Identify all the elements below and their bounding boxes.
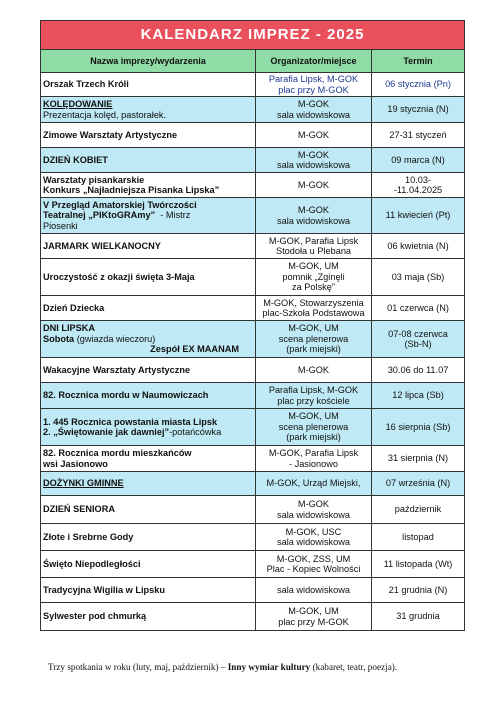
column-header-event: Nazwa imprezy/wydarzenia [41, 50, 256, 73]
footnote-highlight: Inny wymiar kultury [227, 662, 311, 672]
table-row [41, 409, 465, 446]
event-date: 16 sierpnia (Sb) [372, 409, 465, 446]
event-date: 31 grudnia [372, 603, 465, 631]
event-name: Zimowe Warsztaty Artystyczne [41, 123, 256, 148]
event-date: 01 czerwca (N) [372, 296, 465, 321]
event-date: 12 lipca (Sb) [372, 383, 465, 409]
table-row [41, 472, 465, 496]
event-name: Święto Niepodległości [41, 551, 256, 578]
event-name: 82. Rocznica mordu w Naumowiczach [41, 383, 256, 409]
event-organizer: M-GOK, Parafia Lipsk - Jasionowo [256, 446, 372, 472]
page-title: KALENDARZ IMPREZ - 2025 [41, 21, 465, 50]
events-calendar [40, 20, 464, 631]
event-name: Orszak Trzech Króli [43, 79, 129, 90]
table-row [41, 496, 465, 524]
event-name: 1. 445 Rocznica powstania miasta Lipsk 2. „Świętowanie jak dawniej”-potańcówka [41, 409, 256, 446]
event-organizer: M-GOK [256, 123, 372, 148]
event-name: KOLĘDOWANIE Prezentacja kolęd, pastorałek. [41, 97, 256, 123]
event-date: listopad [372, 524, 465, 551]
event-name: Dzień Dziecka [41, 296, 256, 321]
table-row [41, 198, 465, 234]
event-date: 31 sierpnia (N) [372, 446, 465, 472]
table-row [41, 383, 465, 409]
event-name: JARMARK WIELKANOCNY [41, 234, 256, 259]
column-header-date: Termin [372, 50, 465, 73]
event-organizer: M-GOK, Urząd Miejski, [256, 472, 372, 496]
table-row [41, 234, 465, 259]
event-organizer: M-GOK, USC sala widowiskowa [256, 524, 372, 551]
column-header-organizer: Organizator/miejsce [256, 50, 372, 73]
event-organizer: M-GOK [256, 358, 372, 383]
footnote-text-end: (kabaret, teatr, poezja). [310, 662, 398, 672]
event-name: Wakacyjne Warsztaty Artystyczne [41, 358, 256, 383]
footnote-text: Trzy spotkania w roku (luty, maj, październik) – [48, 662, 228, 672]
event-name: Tradycyjna Wigilia w Lipsku [41, 578, 256, 603]
event-date: październik [372, 496, 465, 524]
event-date: 06 kwietnia (N) [372, 234, 465, 259]
event-name: Sylwester pod chmurką [41, 603, 256, 631]
event-organizer: M-GOK, Parafia Lipsk Stodoła u Plebana [256, 234, 372, 259]
event-organizer: M-GOK, UM scena plenerowa (park miejski) [256, 321, 372, 358]
event-date: 03 maja (Sb) [372, 259, 465, 296]
table-row [41, 73, 465, 97]
table-row [41, 259, 465, 296]
event-date: 10.03- -11.04.2025 [372, 173, 465, 198]
event-name: 82. Rocznica mordu mieszkańców wsi Jasionowo [41, 446, 256, 472]
table-row [41, 524, 465, 551]
event-date: 21 grudnia (N) [372, 578, 465, 603]
table-row [41, 358, 465, 383]
event-name: DOŻYNKI GMINNE [41, 472, 256, 496]
event-organizer: M-GOK sala widowiskowa [256, 198, 372, 234]
event-organizer: M-GOK, ZSS, UM Plac - Kopiec Wolności [256, 551, 372, 578]
event-date: 19 stycznia (N) [372, 97, 465, 123]
event-organizer: M-GOK, UM pomnik „Zginęli za Polskę” [256, 259, 372, 296]
table-row [41, 97, 465, 123]
table-row [41, 148, 465, 173]
table-row [41, 296, 465, 321]
event-name: Uroczystość z okazji święta 3-Maja [41, 259, 256, 296]
table-row [41, 578, 465, 603]
event-date: 11 listopada (Wt) [372, 551, 465, 578]
footnote [48, 662, 468, 672]
event-name: DZIEŃ SENIORA [41, 496, 256, 524]
event-date: 27-31 styczeń [372, 123, 465, 148]
event-organizer: Parafia Lipsk, M-GOK plac przy M-GOK [256, 73, 372, 97]
event-organizer: M-GOK, UM plac przy M-GOK [256, 603, 372, 631]
event-name: DZIEŃ KOBIET [41, 148, 256, 173]
event-organizer: M-GOK sala widowiskowa [256, 97, 372, 123]
event-date: 11 kwiecień (Pt) [372, 198, 465, 234]
event-date: 06 stycznia (Pn) [372, 73, 465, 97]
event-organizer: M-GOK, UM scena plenerowa (park miejski) [256, 409, 372, 446]
event-name: Warsztaty pisankarskie Konkurs „Najładniejsza Pisanka Lipska” [41, 173, 256, 198]
event-organizer: M-GOK sala widowiskowa [256, 496, 372, 524]
event-name: DNI LIPSKA Sobota (gwiazda wieczoru) Zespół EX MAANAM [41, 321, 256, 358]
table-row [41, 603, 465, 631]
event-organizer: sala widowiskowa [256, 578, 372, 603]
event-organizer: M-GOK [256, 173, 372, 198]
event-organizer: Parafia Lipsk, M-GOK plac przy kościele [256, 383, 372, 409]
table-row [41, 123, 465, 148]
table-row [41, 446, 465, 472]
table-row [41, 173, 465, 198]
table-row [41, 321, 465, 358]
event-date: 07 września (N) [372, 472, 465, 496]
event-date: 30.06 do 11.07 [372, 358, 465, 383]
event-date: 09 marca (N) [372, 148, 465, 173]
event-name: Złote i Srebrne Gody [41, 524, 256, 551]
event-date: 07-08 czerwca (Sb-N) [372, 321, 465, 358]
event-name: V Przegląd Amatorskiej Twórczości Teatralnej „PIKtoGRAmy” - Mistrz Piosenki [41, 198, 256, 234]
events-table [40, 20, 465, 631]
event-organizer: M-GOK sala widowiskowa [256, 148, 372, 173]
table-row [41, 551, 465, 578]
event-organizer: M-GOK, Stowarzyszenia plac-Szkoła Podstawowa [256, 296, 372, 321]
